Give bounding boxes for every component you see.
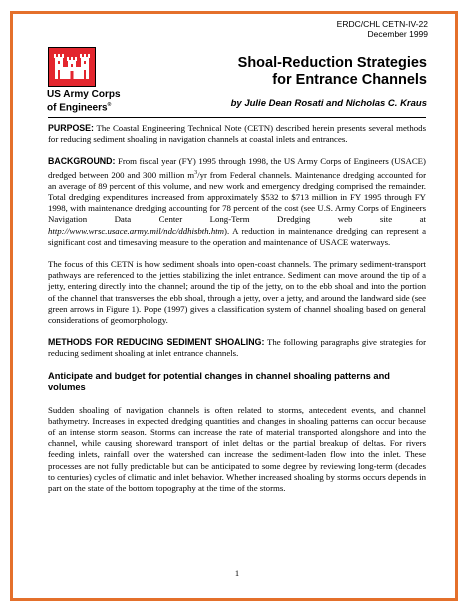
castle-icon	[49, 48, 95, 86]
purpose-lead: PURPOSE:	[48, 123, 94, 133]
purpose-paragraph	[48, 123, 426, 145]
purpose-text: The Coastal Engineering Technical Note (CETN) described herein presents several methods for reducing sediment shoaling in navigation channels at coastal inlets and entrances.	[48, 123, 426, 145]
castle-logo-icon	[48, 47, 96, 87]
title-line-1: Shoal-Reduction Strategies	[237, 55, 427, 71]
logo-line-2	[47, 100, 137, 113]
authors: by Julie Dean Rosati and Nicholas C. Kraus	[230, 98, 427, 109]
methods-text: The following paragraphs give strategies for reducing sediment shoaling at inlet entrance channels.	[48, 337, 427, 359]
focus-paragraph: The focus of this CETN is how sediment shoals into open-coast channels. The primary sediment-transport pathways are referenced to the jetties stabilizing the inlet entrance. Sediment can move around the tip of a jetty, entering directly into the channel; around the tip of the jetty, on to the ebb shoal and into the portion of the channel that transverses the ebb shoal, through a jetty, over a jetty, and around the landward side (see green arrows in Figure 1). Pope (1997) gives a classification system of channel shoaling based on general considerations of geomorphology.	[48, 258, 426, 325]
logo-line-2-text: of Engineers	[47, 102, 108, 114]
methods-lead: METHODS FOR REDUCING SEDIMENT SHOALING:	[48, 337, 265, 348]
background-text-3: ). A reduction in maintenance dredging can represent a significant cost and timesaving measure to the operation and maintenance of USACE waterways.	[48, 225, 426, 247]
background-text-1: From fiscal year (FY) 1995 through 1998, the US Army Corps of Engineers (USACE) dredged between 200 and 300 million m	[48, 156, 426, 180]
methods-paragraph	[48, 337, 426, 359]
cubic-superscript: 3	[194, 169, 198, 176]
title-line-2: for Entrance Channels	[272, 72, 427, 88]
background-text-2: /yr from Federal channels. Maintenance dredging accounted for an average of 89 percent of this volume, and new work and emergency dredging comprised the remainder. Total dredging expenditures increased from approximately $532 to $713 million in FY 1995 through FY 1998, with maintenance dredging accounting for 78 percent of the cost (see U.S. Army Corps of Engineers Navigation Data Center Long-Term Dredging web site at	[48, 169, 427, 225]
shoaling-paragraph: Sudden shoaling of navigation channels is often related to storms, antecedent events, and channel bathymetry. Increases in expected dredging quantities and changes in shoaling patterns can occur because of an intense storm season. Storms can increase the rate of material transported alongshore and into the channel, while causing shoreward transport of inlet deltas or the partial breakup of deltas. For rivers feeding inlets, rainfall over the watershed can increase the sediment-laden flow into the inlet. These processes are not fully predictable but can be anticipated to some degree by reviewing long-term (decades to centuries) cycles of climatic and inlet behavior. Whether increased shoaling by storms occurs depends in part on the state of the bottom topography at the time of the storms.	[48, 404, 426, 493]
section-heading: Anticipate and budget for potential changes in channel shoaling patterns and volumes	[48, 370, 390, 392]
logo-wordmark	[47, 89, 137, 113]
document-body	[48, 123, 426, 505]
header-divider	[48, 117, 426, 118]
background-paragraph	[48, 156, 426, 248]
page-number: 1	[234, 568, 240, 578]
background-lead: BACKGROUND:	[48, 156, 116, 167]
report-id: ERDC/CHL CETN-IV-22	[336, 19, 428, 29]
document-title	[177, 55, 427, 89]
dredging-website-link[interactable]: http://www.wrsc.usace.army.mil/ndc/ddhisbth.htm	[48, 225, 225, 236]
report-date: December 1999	[367, 29, 428, 39]
registered-mark: ®	[107, 102, 112, 108]
logo-line-1: US Army Corps	[47, 89, 121, 100]
report-header	[337, 19, 428, 39]
